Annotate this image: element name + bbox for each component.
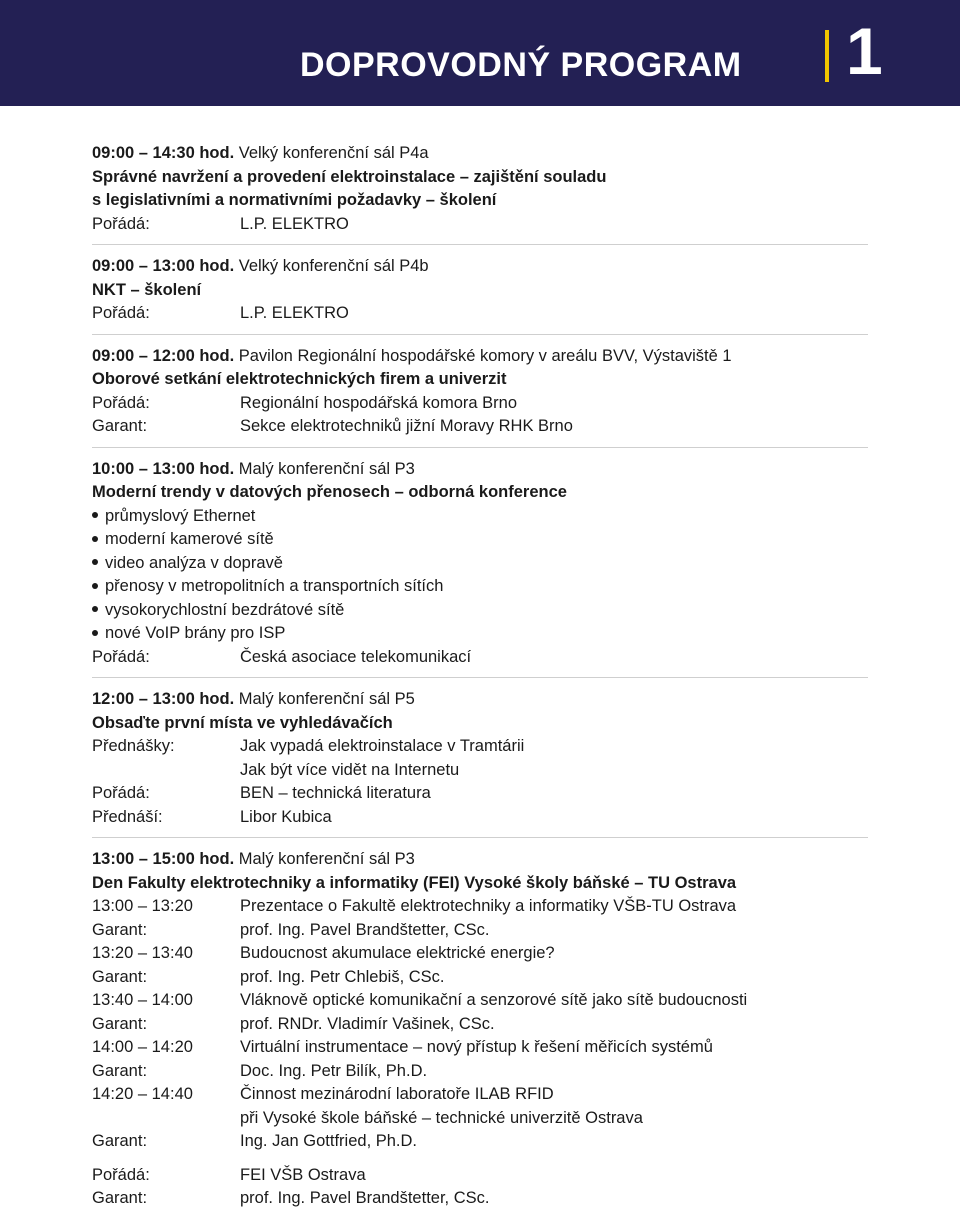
schedule-row: 14:00 – 14:20 Virtuální instrumentace – nový přístup k řešení měřicích systémů bbox=[92, 1038, 713, 1056]
event-time: 09:00 – 14:30 hod. bbox=[92, 144, 235, 162]
bullet-icon bbox=[92, 606, 98, 612]
organizer: L.P. ELEKTRO bbox=[240, 214, 349, 233]
event-time: 09:00 – 13:00 hod. bbox=[92, 257, 235, 275]
page-title: DOPROVODNÝ PROGRAM bbox=[300, 46, 742, 84]
event-place: Malý konferenční sál P5 bbox=[234, 690, 415, 708]
event-time: 10:00 – 13:00 hod. bbox=[92, 459, 235, 478]
program-list bbox=[92, 142, 868, 1229]
bullet-icon bbox=[92, 630, 98, 636]
event-place: Velký konferenční sál P4a bbox=[234, 144, 429, 162]
lecture: Jak být více vidět na Internetu bbox=[240, 760, 460, 779]
schedule-row: Garant: prof. Ing. Petr Chlebiš, CSc. bbox=[92, 967, 445, 986]
guarantor-label: Garant: bbox=[92, 417, 148, 435]
list-item: průmyslový Ethernet bbox=[92, 505, 868, 529]
event-place: Malý konferenční sál P3 bbox=[234, 459, 415, 478]
bullet-icon bbox=[92, 536, 98, 542]
guarantor-label: Garant: bbox=[92, 1189, 148, 1207]
schedule-row: Garant: Doc. Ing. Petr Bilík, Ph.D. bbox=[92, 1061, 428, 1080]
event-title-cont: s legislativními a normativními požadavky – školení bbox=[92, 191, 497, 209]
lecture: Jak vypadá elektroinstalace v Tramtárii bbox=[240, 737, 525, 755]
event-title: Správné navržení a provedení elektroinstalace – zajištění souladu bbox=[92, 167, 607, 186]
event-title: Obsaďte první místa ve vyhledávačích bbox=[92, 713, 393, 732]
organizer: Česká asociace telekomunikací bbox=[240, 647, 472, 666]
organizer: L.P. ELEKTRO bbox=[240, 304, 349, 322]
guarantor: Sekce elektrotechniků jižní Moravy RHK Brno bbox=[240, 417, 573, 435]
schedule-row: 14:20 – 14:40 Činnost mezinárodní laboratoře ILAB RFID bbox=[92, 1085, 554, 1103]
event-6 bbox=[92, 848, 868, 1219]
event-place: Velký konferenční sál P4b bbox=[234, 257, 429, 275]
organizer-label: Pořádá: bbox=[92, 784, 150, 802]
event-title: NKT – školení bbox=[92, 280, 202, 299]
list-item: přenosy v metropolitních a transportních sítích bbox=[92, 575, 868, 599]
bullet-icon bbox=[92, 583, 98, 589]
organizer: Regionální hospodářská komora Brno bbox=[240, 393, 517, 412]
list-item: nové VoIP brány pro ISP bbox=[92, 622, 868, 646]
bullet-icon bbox=[92, 512, 98, 518]
schedule-row: 13:00 – 13:20 Prezentace o Fakultě elektrotechniky a informatiky VŠB-TU Ostrava bbox=[92, 897, 737, 915]
event-place: Pavilon Regionální hospodářské komory v areálu BVV, Výstaviště 1 bbox=[234, 346, 732, 365]
list-item: video analýza v dopravě bbox=[92, 552, 868, 576]
schedule-row: Garant: prof. RNDr. Vladimír Vašinek, CSc. bbox=[92, 1014, 495, 1033]
event-4 bbox=[92, 458, 868, 679]
organizer-label: Pořádá: bbox=[92, 214, 150, 233]
schedule-row: Garant: Ing. Jan Gottfried, Ph.D. bbox=[92, 1132, 418, 1150]
organizer-label: Pořádá: bbox=[92, 1165, 150, 1184]
page-header bbox=[0, 0, 960, 106]
event-time: 12:00 – 13:00 hod. bbox=[92, 690, 235, 708]
organizer: BEN – technická literatura bbox=[240, 784, 431, 802]
event-time: 13:00 – 15:00 hod. bbox=[92, 850, 235, 868]
list-item: vysokorychlostní bezdrátové sítě bbox=[92, 599, 868, 623]
event-place: Malý konferenční sál P3 bbox=[234, 850, 415, 868]
bullet-icon bbox=[92, 559, 98, 565]
organizer: FEI VŠB Ostrava bbox=[240, 1165, 366, 1184]
organizer-label: Pořádá: bbox=[92, 647, 150, 666]
speaker-label: Přednáší: bbox=[92, 807, 163, 826]
event-title: Oborové setkání elektrotechnických firem a univerzit bbox=[92, 370, 507, 388]
organizer-label: Pořádá: bbox=[92, 393, 150, 412]
page-number: 1 bbox=[846, 14, 883, 88]
event-title: Moderní trendy v datových přenosech – odborná konference bbox=[92, 483, 567, 501]
lectures-label: Přednášky: bbox=[92, 737, 175, 755]
event-3 bbox=[92, 345, 868, 448]
organizer-label: Pořádá: bbox=[92, 304, 150, 322]
event-2 bbox=[92, 255, 868, 335]
schedule-row: při Vysoké škole báňské – technické univerzitě Ostrava bbox=[240, 1108, 643, 1127]
accent-divider bbox=[825, 30, 829, 82]
guarantor: prof. Ing. Pavel Brandštetter, CSc. bbox=[240, 1189, 490, 1207]
schedule-row: 13:20 – 13:40 Budoucnost akumulace elektrické energie? bbox=[92, 944, 555, 962]
event-1 bbox=[92, 142, 868, 245]
event-5 bbox=[92, 688, 868, 838]
schedule-row: Garant: prof. Ing. Pavel Brandštetter, CSc. bbox=[92, 920, 490, 939]
list-item: moderní kamerové sítě bbox=[92, 528, 868, 552]
schedule-row: 13:40 – 14:00 Vláknově optické komunikační a senzorové sítě jako sítě budoucnosti bbox=[92, 991, 748, 1009]
event-time: 09:00 – 12:00 hod. bbox=[92, 346, 235, 365]
speaker: Libor Kubica bbox=[240, 807, 332, 826]
event-title: Den Fakulty elektrotechniky a informatiky (FEI) Vysoké školy báňské – TU Ostrava bbox=[92, 873, 737, 892]
